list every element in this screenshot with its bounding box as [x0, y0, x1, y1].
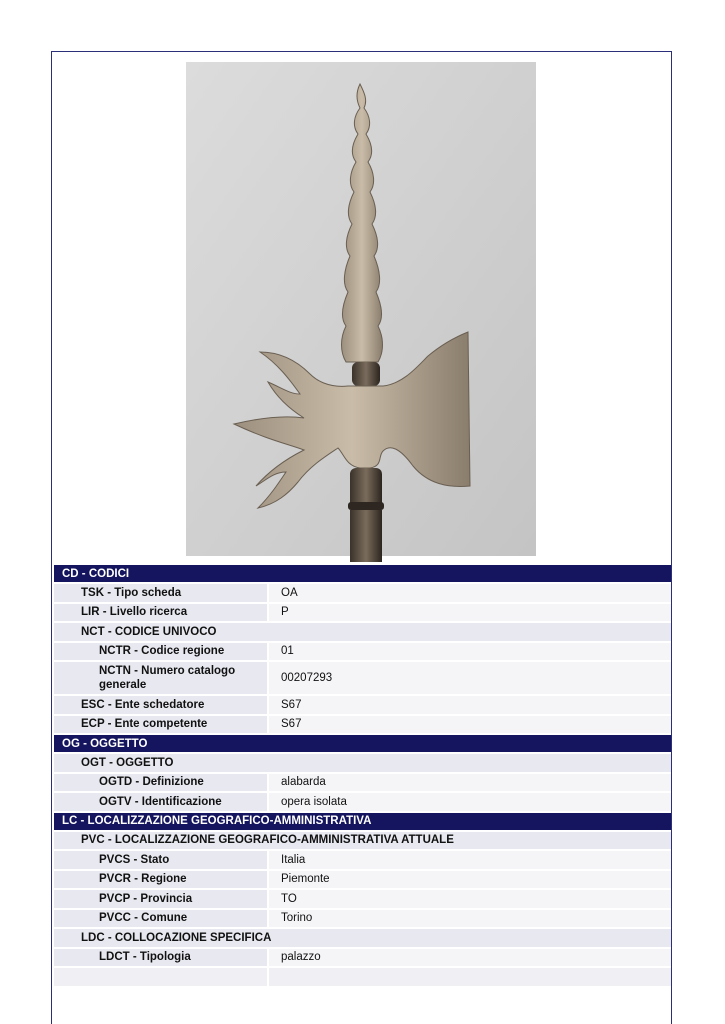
- field-label: NCTR - Codice regione: [54, 643, 267, 661]
- row-ogtd: [54, 774, 671, 794]
- field-value: [267, 968, 671, 986]
- field-value: Italia: [267, 851, 671, 869]
- object-photo: [178, 56, 545, 562]
- field-value: P: [267, 604, 671, 622]
- field-label: ECP - Ente competente: [54, 716, 267, 734]
- subsection-ldc: LDC - COLLOCAZIONE SPECIFICA: [54, 929, 671, 949]
- field-label: PVCR - Regione: [54, 871, 267, 889]
- row-nctn: [54, 662, 671, 696]
- row-tsk: [54, 584, 671, 604]
- section-header-cd: CD - CODICI: [54, 565, 671, 584]
- catalog-table: [54, 565, 671, 988]
- field-label: LDCT - Tipologia: [54, 949, 267, 967]
- row-esc: [54, 696, 671, 716]
- field-label: LIR - Livello ricerca: [54, 604, 267, 622]
- row-ogtv: [54, 793, 671, 813]
- field-value: alabarda: [267, 774, 671, 792]
- subsection-pvc: PVC - LOCALIZZAZIONE GEOGRAFICO-AMMINISTRATIVA ATTUALE: [54, 832, 671, 852]
- subsection-ogt: OGT - OGGETTO: [54, 754, 671, 774]
- field-value: TO: [267, 890, 671, 908]
- row-pvcc: [54, 910, 671, 930]
- field-value: S67: [267, 696, 671, 714]
- subsection-nct: NCT - CODICE UNIVOCO: [54, 623, 671, 643]
- field-label: PVCP - Provincia: [54, 890, 267, 908]
- field-value: 01: [267, 643, 671, 661]
- field-label: OGTV - Identificazione: [54, 793, 267, 811]
- field-value: palazzo: [267, 949, 671, 967]
- row-pvcp: [54, 890, 671, 910]
- field-label: [54, 968, 267, 986]
- field-label: OGTD - Definizione: [54, 774, 267, 792]
- row-pvcr: [54, 871, 671, 891]
- row-pvcs: [54, 851, 671, 871]
- field-value: Piemonte: [267, 871, 671, 889]
- row-empty: [54, 968, 671, 988]
- field-label: PVCS - Stato: [54, 851, 267, 869]
- field-label: TSK - Tipo scheda: [54, 584, 267, 602]
- field-value: 00207293: [267, 662, 671, 694]
- row-ecp: [54, 716, 671, 736]
- row-ldct: [54, 949, 671, 969]
- row-nctr: [54, 643, 671, 663]
- field-value: OA: [267, 584, 671, 602]
- field-value: Torino: [267, 910, 671, 928]
- section-header-og: OG - OGGETTO: [54, 735, 671, 754]
- field-label: ESC - Ente schedatore: [54, 696, 267, 714]
- field-value: S67: [267, 716, 671, 734]
- section-header-lc: LC - LOCALIZZAZIONE GEOGRAFICO-AMMINISTRATIVA: [54, 813, 671, 832]
- field-label: PVCC - Comune: [54, 910, 267, 928]
- field-value: opera isolata: [267, 793, 671, 811]
- field-label: NCTN - Numero catalogo generale: [54, 662, 267, 694]
- row-lir: [54, 604, 671, 624]
